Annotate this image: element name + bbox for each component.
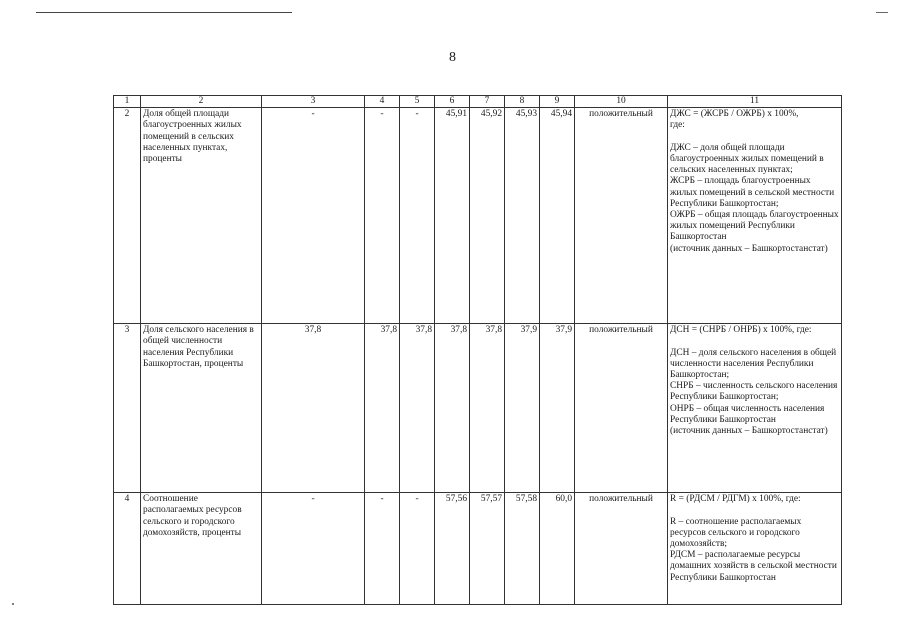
header-cell: 8 xyxy=(505,96,540,108)
value-cell: 45,91 xyxy=(435,108,470,324)
header-cell: 5 xyxy=(400,96,435,108)
trend-cell: положительный xyxy=(575,493,668,605)
value-cell: 37,8 xyxy=(470,324,505,493)
scan-speck xyxy=(12,603,14,605)
value-cell: 57,57 xyxy=(470,493,505,605)
value-cell: - xyxy=(400,493,435,605)
indicator-name: Соотношение располагаемых ресурсов сельского и городского домохозяйств, проценты xyxy=(141,493,262,605)
value-cell: 45,93 xyxy=(505,108,540,324)
value-cell: 57,56 xyxy=(435,493,470,605)
value-cell: - xyxy=(365,493,400,605)
indicators-table xyxy=(113,95,842,605)
value-cell: 37,9 xyxy=(540,324,575,493)
value-cell: 37,8 xyxy=(262,324,365,493)
formula-cell: ДСН = (СНРБ / ОНРБ) х 100%, где: ДСН – доля сельского населения в общей численности населения Республики Башкортостан; СНРБ – численность сельского населения Республики Башкортостан; ОНРБ – общая численность населения Республики Башкортостан (источник данных – Башкортостанстат) xyxy=(668,324,842,493)
row-number: 3 xyxy=(114,324,141,493)
row-number: 4 xyxy=(114,493,141,605)
table-row xyxy=(114,493,842,605)
value-cell: 45,94 xyxy=(540,108,575,324)
value-cell: 37,9 xyxy=(505,324,540,493)
top-rule-right xyxy=(876,12,888,13)
table-row xyxy=(114,108,842,324)
table-row xyxy=(114,324,842,493)
header-cell: 2 xyxy=(141,96,262,108)
row-number: 2 xyxy=(114,108,141,324)
header-cell: 9 xyxy=(540,96,575,108)
header-cell: 10 xyxy=(575,96,668,108)
value-cell: 45,92 xyxy=(470,108,505,324)
value-cell: 37,8 xyxy=(365,324,400,493)
indicator-name: Доля сельского населения в общей численности населения Республики Башкортостан, проценты xyxy=(141,324,262,493)
page-number: 8 xyxy=(449,50,456,65)
header-cell: 6 xyxy=(435,96,470,108)
header-cell: 3 xyxy=(262,96,365,108)
value-cell: 37,8 xyxy=(400,324,435,493)
value-cell: 60,0 xyxy=(540,493,575,605)
trend-cell: положительный xyxy=(575,324,668,493)
trend-cell: положительный xyxy=(575,108,668,324)
value-cell: - xyxy=(365,108,400,324)
header-cell: 4 xyxy=(365,96,400,108)
value-cell: 57,58 xyxy=(505,493,540,605)
formula-cell: R = (РДСМ / РДГМ) х 100%, где: R – соотношение располагаемых ресурсов сельского и городского домохозяйств; РДСМ – располагаемые ресурсы домашних хозяйств в сельской местности Республики Башкортостан xyxy=(668,493,842,605)
header-row xyxy=(114,96,842,108)
top-rule xyxy=(36,12,292,13)
value-cell: - xyxy=(400,108,435,324)
value-cell: 37,8 xyxy=(435,324,470,493)
value-cell: - xyxy=(262,493,365,605)
header-cell: 1 xyxy=(114,96,141,108)
value-cell: - xyxy=(262,108,365,324)
indicator-name: Доля общей площади благоустроенных жилых помещений в сельских населенных пунктах, проценты xyxy=(141,108,262,324)
header-cell: 11 xyxy=(668,96,842,108)
header-cell: 7 xyxy=(470,96,505,108)
formula-cell: ДЖС = (ЖСРБ / ОЖРБ) х 100%, где: ДЖС – доля общей площади благоустроенных жилых помещений в сельских населенных пунктах; ЖСРБ – площадь благоустроенных жилых помещений в сельской местности Республики Башкортостан; ОЖРБ – общая площадь благоустроенных жилых помещений Республики Башкортостан (источник данных – Башкортостанстат) xyxy=(668,108,842,324)
